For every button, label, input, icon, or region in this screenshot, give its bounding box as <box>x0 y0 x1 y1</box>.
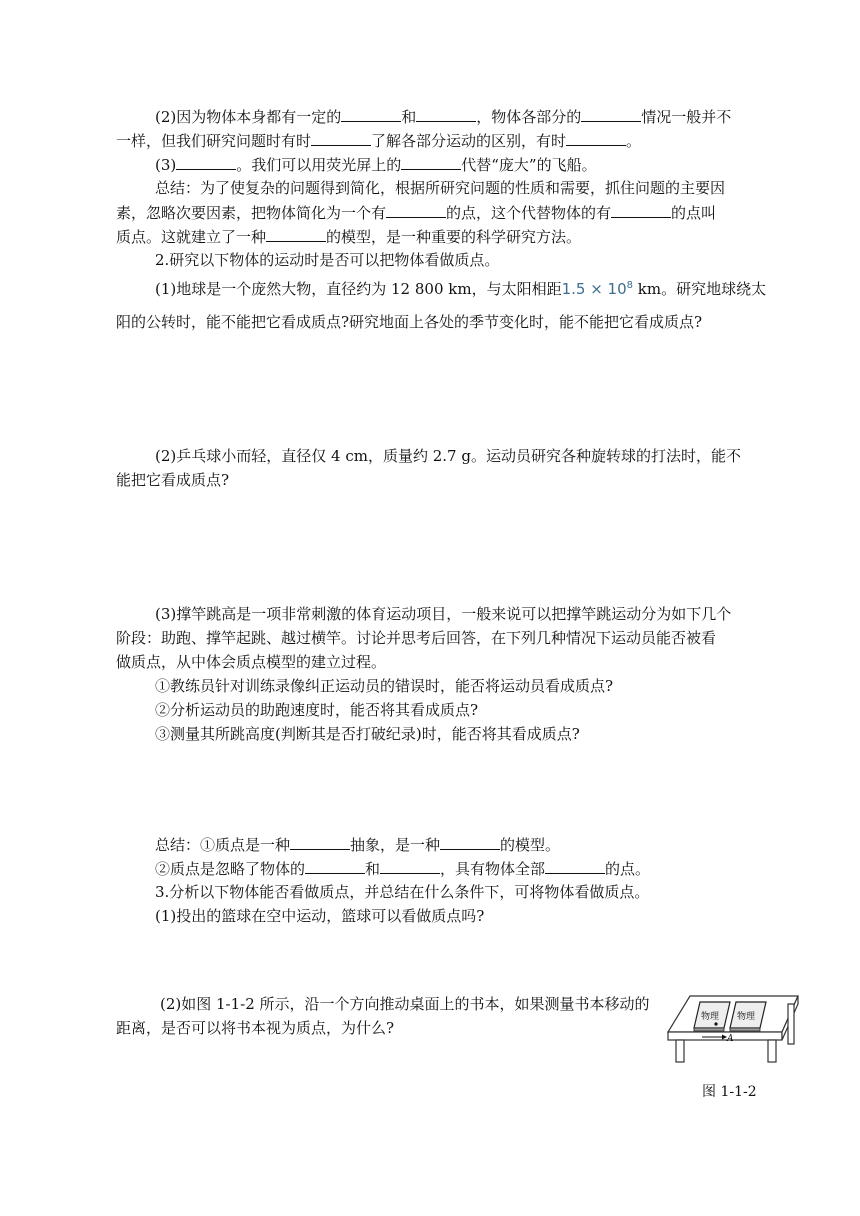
text: (2)乒乓球小而轻，直径仅 4 cm，质量约 2.7 g。运动员研究各种旋转球的打法时，能不 <box>155 447 741 465</box>
point-a-dot <box>714 1022 717 1025</box>
fill-blank[interactable] <box>386 202 446 218</box>
question-line <box>155 446 741 466</box>
question-line <box>116 652 386 672</box>
paragraph-line <box>116 130 641 151</box>
table-leg <box>768 1040 776 1062</box>
fill-blank[interactable] <box>341 106 401 122</box>
book-2-label: 物理 <box>737 1012 756 1022</box>
summary-line <box>155 834 560 855</box>
text: 质点。这就建立了一种 <box>116 228 267 246</box>
sub-question <box>155 724 580 744</box>
table-leg <box>676 1040 684 1062</box>
fill-blank[interactable] <box>380 858 440 874</box>
text: 3.分析以下物体能否看做质点，并总结在什么条件下，可将物体看做质点。 <box>155 883 650 901</box>
text: 和 <box>365 860 381 878</box>
section-heading <box>155 882 649 902</box>
text: (1)投出的篮球在空中运动，篮球可以看做质点吗? <box>155 907 485 925</box>
text: 情况一般并不 <box>641 108 732 126</box>
point-a-label: A <box>727 1034 734 1044</box>
fill-blank[interactable] <box>305 858 365 874</box>
section-heading <box>155 250 499 270</box>
text: ，物体各部分的 <box>476 108 582 126</box>
text: 素，忽略次要因素，把物体简化为一个有 <box>116 204 387 222</box>
question-line <box>116 312 702 332</box>
sub-question <box>155 676 613 696</box>
book-1-label: 物理 <box>701 1012 720 1022</box>
text: ②分析运动员的助跑速度时，能否将其看成质点? <box>155 701 479 719</box>
text: ③测量其所跳高度(判断其是否打破纪录)时，能否将其看成质点? <box>155 725 580 743</box>
summary-line <box>155 178 725 198</box>
fill-blank[interactable] <box>566 130 626 146</box>
paragraph-line <box>155 154 597 175</box>
text: 和 <box>401 108 417 126</box>
summary-line <box>116 202 716 223</box>
table-books-figure <box>664 992 800 1064</box>
text: 的点，这个代替物体的有 <box>446 204 612 222</box>
paragraph-line <box>155 106 731 127</box>
scientific-notation: $1.5 \times 10^8$ <box>561 280 634 298</box>
text: 。 <box>626 132 642 150</box>
text: 总结：为了使复杂的问题得到简化，根据所研究问题的性质和需要，抓住问题的主要因 <box>155 179 726 197</box>
sub-question <box>155 700 478 720</box>
text: 的模型，是一种重要的科学研究方法。 <box>326 228 582 246</box>
question-line <box>155 906 484 926</box>
text: ②质点是忽略了物体的 <box>155 860 306 878</box>
question-line <box>155 604 731 624</box>
fill-blank[interactable] <box>290 834 350 850</box>
text: 。我们可以用荧光屏上的 <box>236 156 402 174</box>
text: 2.研究以下物体的运动时是否可以把物体看做质点。 <box>155 251 500 269</box>
fill-blank[interactable] <box>176 154 236 170</box>
text: km。研究地球绕太 <box>633 280 767 298</box>
summary-line <box>116 226 581 247</box>
text: 做质点，从中体会质点模型的建立过程。 <box>116 653 387 671</box>
fill-blank[interactable] <box>311 130 371 146</box>
figure-caption: 图 1-1-2 <box>702 1084 757 1100</box>
text: 了解各部分运动的区别，有时 <box>371 132 567 150</box>
question-line <box>155 276 766 299</box>
text: 抽象，是一种 <box>350 836 441 854</box>
fill-blank[interactable] <box>440 834 500 850</box>
text: 能把它看成质点? <box>116 471 230 489</box>
text: ，具有物体全部 <box>440 860 546 878</box>
text: 的模型。 <box>500 836 561 854</box>
text: (3)撑竿跳高是一项非常刺激的体育运动项目，一般来说可以把撑竿跳运动分为如下几个 <box>155 605 732 623</box>
book-1-spine <box>694 1028 724 1031</box>
summary-line <box>155 858 650 879</box>
question-line <box>116 470 229 490</box>
text: ①教练员针对训练录像纠正运动员的错误时，能否将运动员看成质点? <box>155 677 614 695</box>
text: 的点。 <box>605 860 651 878</box>
fill-blank[interactable] <box>545 858 605 874</box>
question-line <box>116 1018 394 1038</box>
fill-blank[interactable] <box>611 202 671 218</box>
book-2-spine <box>730 1028 760 1031</box>
fill-blank[interactable] <box>266 226 326 242</box>
question-line <box>116 628 716 648</box>
text: 一样，但我们研究问题时有时 <box>116 132 312 150</box>
text: 代替“庞大”的飞船。 <box>461 156 597 174</box>
question-line <box>160 994 650 1014</box>
text: 阶段：助跑、撑竿起跳、越过横竿。讨论并思考后回答，在下列几种情况下运动员能否被看 <box>116 629 717 647</box>
text: (2)因为物体本身都有一定的 <box>155 108 342 126</box>
text: 阳的公转时，能不能把它看成质点?研究地面上各处的季节变化时，能不能把它看成质点? <box>116 313 703 331</box>
text: (3) <box>155 156 177 174</box>
fill-blank[interactable] <box>401 154 461 170</box>
text: 的点叫 <box>671 204 717 222</box>
text: (2)如图 1-1-2 所示，沿一个方向推动桌面上的书本，如果测量书本移动的 <box>160 995 650 1013</box>
fill-blank[interactable] <box>416 106 476 122</box>
fill-blank[interactable] <box>581 106 641 122</box>
text: (1)地球是一个庞然大物，直径约为 12 800 km，与太阳相距 <box>155 280 562 298</box>
table-leg <box>788 1004 794 1044</box>
text: 距离，是否可以将书本视为质点，为什么? <box>116 1019 395 1037</box>
text: 总结：①质点是一种 <box>155 836 291 854</box>
